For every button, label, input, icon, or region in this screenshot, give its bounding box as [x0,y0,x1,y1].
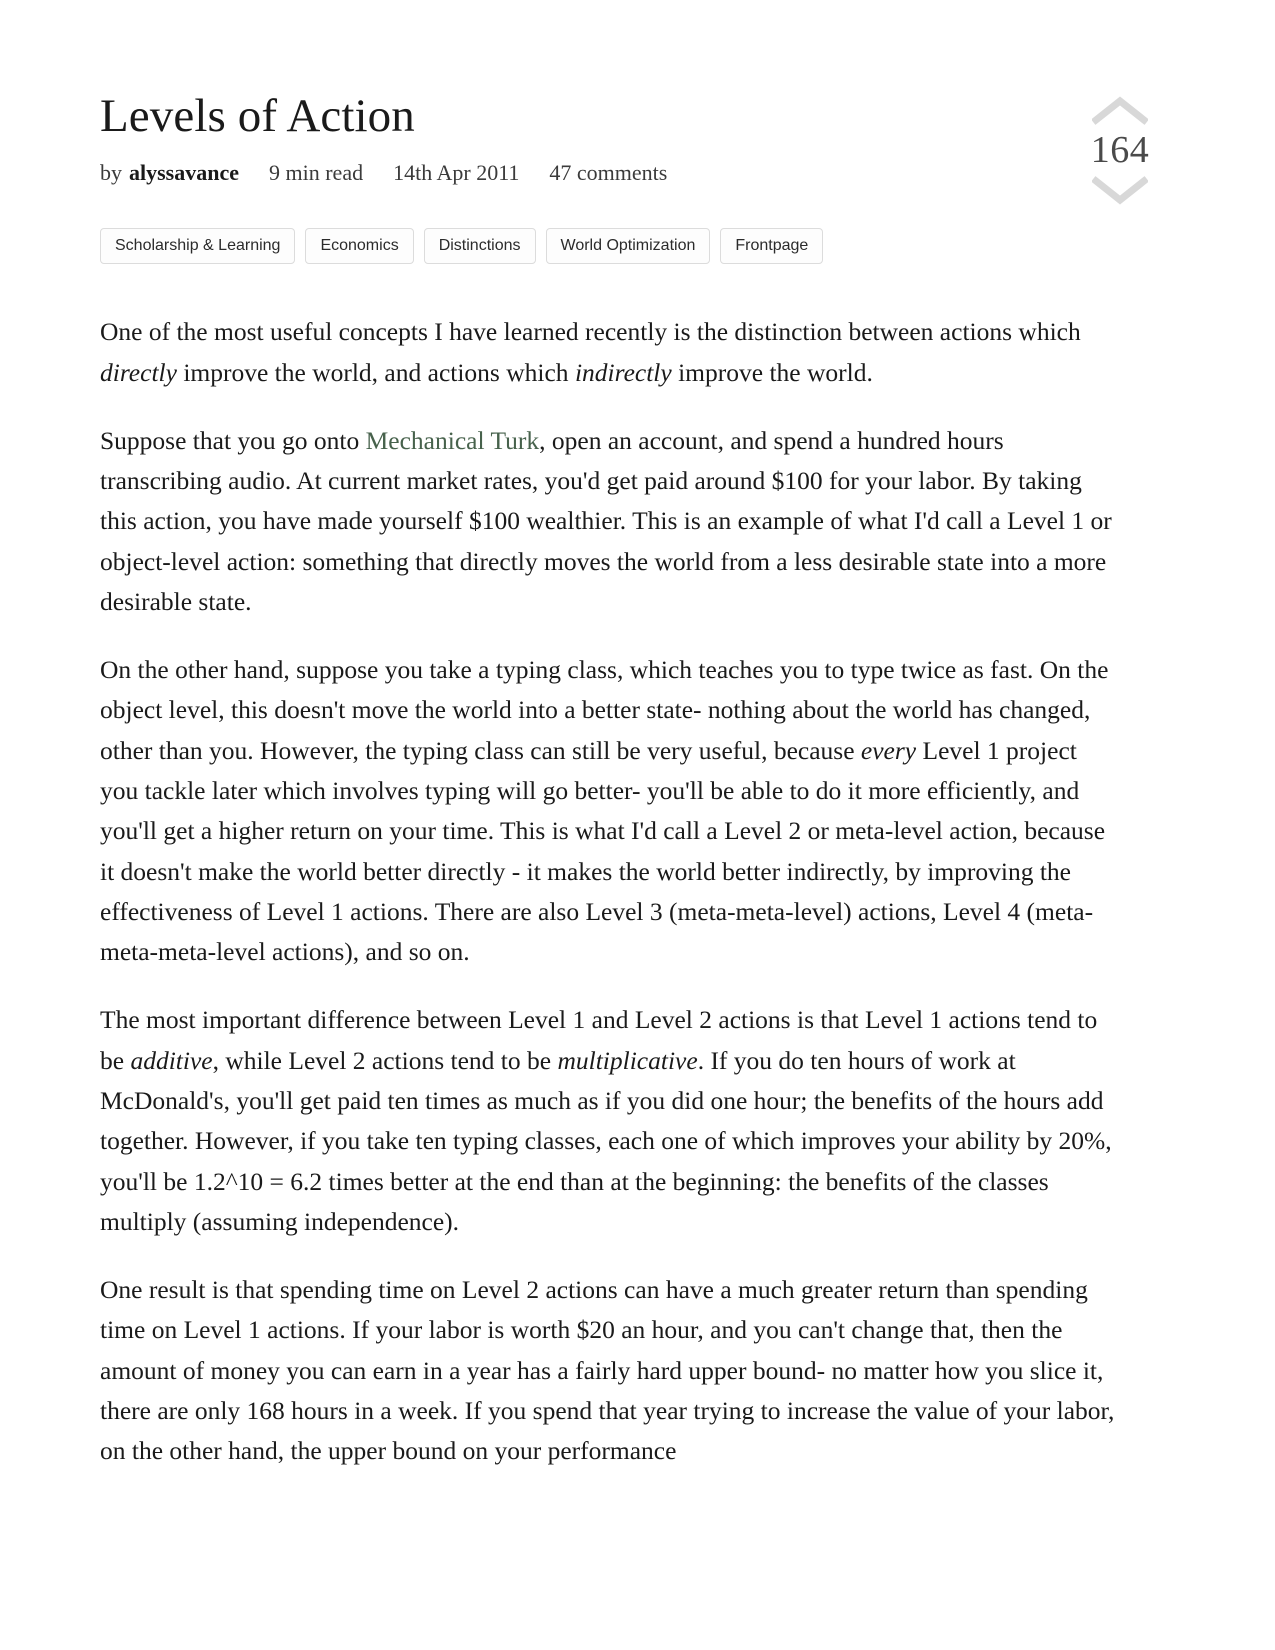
body-paragraph [100,421,1120,622]
paragraph-text: improve the world, and actions which [176,357,575,387]
chevron-down-icon[interactable] [1092,175,1148,205]
paragraph-text: One of the most useful concepts I have learned recently is the distinction between actions which [100,317,1081,347]
paragraph-text: The most important difference between Level 1 and Level 2 actions is that Level 1 actions tend to be [100,1005,1098,1075]
tag-pill[interactable]: Economics [305,228,413,265]
tag-list [0,228,1275,265]
body-paragraph [100,1270,1120,1471]
post-meta [100,160,1030,186]
tag-pill[interactable]: World Optimization [546,228,711,265]
emphasis-text: every [860,735,917,765]
paragraph-text: On the other hand, suppose you take a typing class, which teaches you to type twice as fast. On the object level, this doesn't move the world into a better state- nothing about the world has changed, other than you. However, the typing class can still be very useful, because [100,655,1109,765]
paragraph-text: One result is that spending time on Level 2 actions can have a much greater return than spending time on Level 1 actions. If your labor is worth $20 an hour, and you can't change that, then the amount of money you can earn in a year has a fairly hard upper bound- no matter how you slice it, there are only 168 hours in a week. If you spend that year trying to increase the value of your labor, on the other hand, the upper bound on your performance [100,1275,1115,1466]
read-time: 9 min read [269,159,364,185]
body-paragraph [100,1000,1120,1242]
body-paragraph [100,650,1120,972]
paragraph-text: , while Level 2 actions tend to be [212,1045,558,1075]
paragraph-text: improve the world. [671,357,873,387]
tag-pill[interactable]: Frontpage [720,228,823,265]
post-header [0,0,1275,186]
page-title: Levels of Action [100,90,415,142]
post-author-link[interactable]: alyssavance [129,159,239,185]
paragraph-text: Suppose that you go onto [100,425,366,455]
vote-score: 164 [1090,129,1150,171]
post-body [0,312,1275,1471]
title-block [100,90,1030,186]
emphasis-text: additive [130,1045,213,1075]
paragraph-text: . If you do ten hours of work at McDonald's, you'll get paid ten times as much as if you did one hour; the benefits of the hours add together. However, if you take ten typing classes, each one of which improves your ability by 20%, you'll be 1.2^10 = 6.2 times better at the end than at the beginning: the benefits of the classes multiply (assuming independence). [100,1045,1112,1236]
body-paragraph [100,312,1120,393]
post-date: 14th Apr 2011 [393,159,520,185]
tag-pill[interactable]: Distinctions [424,228,536,265]
emphasis-text: directly [100,357,177,387]
tag-pill[interactable]: Scholarship & Learning [100,228,295,265]
inline-link[interactable]: Mechanical Turk [365,425,540,455]
paragraph-text: , open an account, and spend a hundred hours transcribing audio. At current market rates, you'd get paid around $100 for your labor. By taking this action, you have made yourself $100 wealthier. This is an example of what I'd call a Level 1 or object-level action: something that directly moves the world from a less desirable state into a more desirable state. [100,425,1112,616]
comments-count-link[interactable]: 47 comments [549,159,668,185]
paragraph-text: Level 1 project you tackle later which involves typing will go better- you'll be able to do it more efficiently, and you'll get a higher return on your time. This is what I'd call a Level 2 or meta-level action, because it doesn't make the world better directly - it makes the world better indirectly, by improving the effectiveness of Level 1 actions. There are also Level 3 (meta-meta-level) actions, Level 4 (meta-meta-meta-level actions), and so on. [100,735,1106,967]
vote-widget [1070,95,1170,205]
emphasis-text: multiplicative [557,1045,698,1075]
chevron-up-icon[interactable] [1092,95,1148,125]
meta-by-label: by [100,159,122,185]
emphasis-text: indirectly [574,357,672,387]
